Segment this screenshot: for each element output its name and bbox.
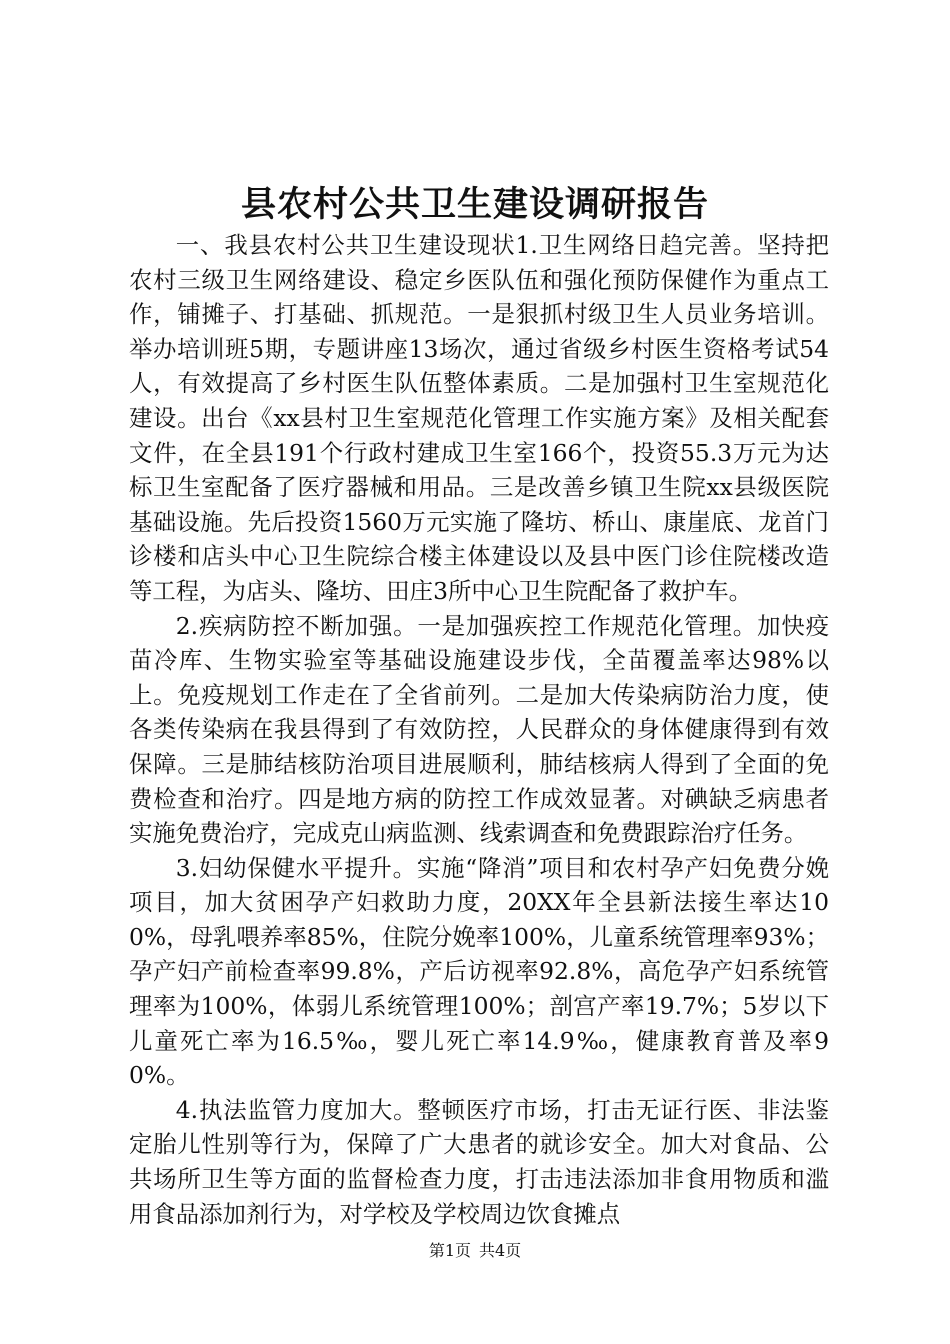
paragraph-3: 3.妇幼保健水平提升。实施“降消”项目和农村孕产妇免费分娩项目，加大贫困孕产妇救助力度，20XX年全县新法接生率达100%，母乳喂养率85%，住院分娩率100%，儿童系统管理率93%；孕产妇产前检查率99.8%，产后访视率92.8%，高危孕产妇系统管理率为100%，体弱儿系统管理100%；剖宫产率19.7%；5岁以下儿童死亡率为16.5‰，婴儿死亡率14.9‰，健康教育普及率90%。 xyxy=(129,853,829,1090)
paragraph-4: 4.执法监管力度加大。整顿医疗市场，打击无证行医、非法鉴定胎儿性别等行为，保障了广大患者的就诊安全。加大对食品、公共场所卫生等方面的监督检查力度，打击违法添加非食用物质和滥用食品添加剂行为，对学校及学校周边饮食摊点 xyxy=(129,1095,829,1228)
page-footer xyxy=(0,1240,950,1262)
paragraph-2: 2.疾病防控不断加强。一是加强疾控工作规范化管理。加快疫苗冷库、生物实验室等基础设施建设步伐，全苗覆盖率达98%以上。免疫规划工作走在了全省前列。二是加大传染病防治力度，使各类传染病在我县得到了有效防控，人民群众的身体健康得到有效保障。三是肺结核防治项目进展顺利，肺结核病人得到了全面的免费检查和治疗。四是地方病的防控工作成效显著。对碘缺乏病患者实施免费治疗，完成克山病监测、线索调查和免费跟踪治疗任务。 xyxy=(129,611,829,848)
page-total: 共4页 xyxy=(479,1241,522,1260)
page-number: 第1页 xyxy=(428,1241,471,1260)
document-body xyxy=(129,228,829,1231)
paragraph-1: 一、我县农村公共卫生建设现状1.卫生网络日趋完善。坚持把农村三级卫生网络建设、稳定乡医队伍和强化预防保健作为重点工作，铺摊子、打基础、抓规范。一是狠抓村级卫生人员业务培训。举办培训班5期，专题讲座13场次，通过省级乡村医生资格考试54人，有效提高了乡村医生队伍整体素质。二是加强村卫生室规范化建设。出台《xx县村卫生室规范化管理工作实施方案》及相关配套文件，在全县191个行政村建成卫生室166个，投资55.3万元为达标卫生室配备了医疗器械和用品。三是改善乡镇卫生院xx县级医院基础设施。先后投资1560万元实施了隆坊、桥山、康崖底、龙首门诊楼和店头中心卫生院综合楼主体建设以及县中医门诊住院楼改造等工程，为店头、隆坊、田庄3所中心卫生院配备了救护车。 xyxy=(129,231,829,605)
document-title: 县农村公共卫生建设调研报告 xyxy=(240,185,709,225)
